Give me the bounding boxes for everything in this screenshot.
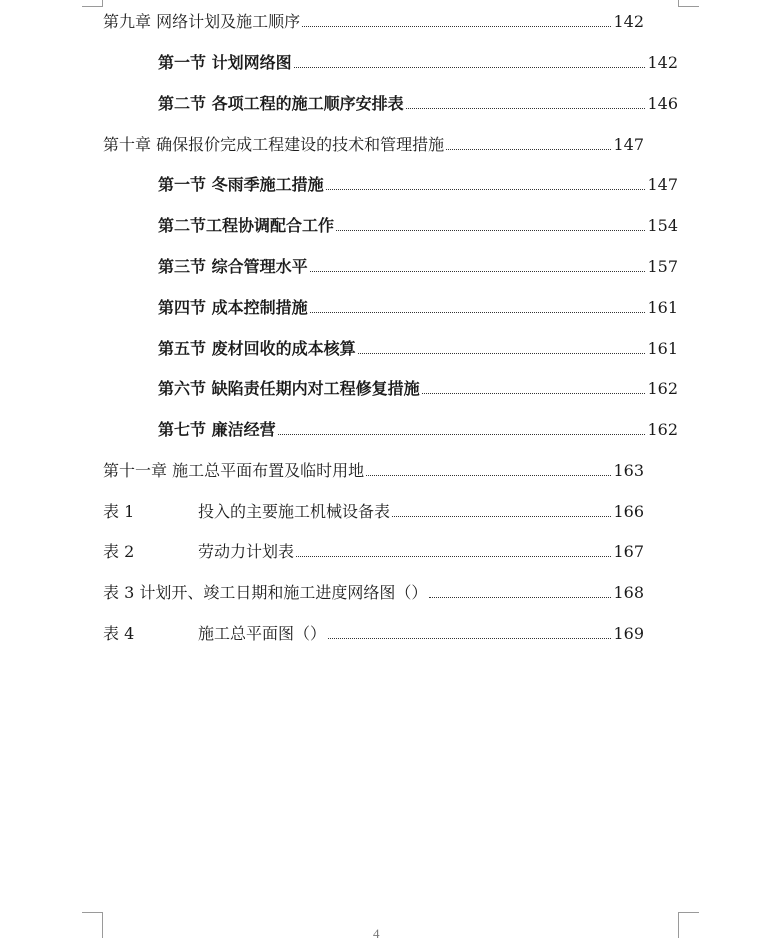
- dot-leader: [310, 271, 646, 272]
- dot-leader: [392, 516, 611, 517]
- dot-leader: [302, 26, 611, 27]
- dot-leader: [358, 353, 646, 354]
- toc-entry-chapter-11[interactable]: 第十一章 施工总平面布置及临时用地 163: [103, 461, 644, 480]
- dot-leader: [422, 393, 646, 394]
- toc-entry-chapter-10[interactable]: 第十章 确保报价完成工程建设的技术和管理措施 147: [103, 135, 644, 154]
- crop-mark-bottom-right: [678, 912, 699, 938]
- dot-leader: [296, 556, 611, 557]
- page-number: 4: [373, 926, 380, 941]
- dot-leader: [328, 638, 611, 639]
- toc-entry-section[interactable]: 第二节 各项工程的施工顺序安排表 146: [158, 94, 678, 113]
- dot-leader: [336, 230, 645, 231]
- toc-entry-section[interactable]: 第五节 废材回收的成本核算 161: [158, 339, 678, 358]
- toc-entry-table-1[interactable]: 表 1 投入的主要施工机械设备表 166: [103, 502, 644, 521]
- toc-entry-table-2[interactable]: 表 2 劳动力计划表 167: [103, 542, 644, 561]
- dot-leader: [278, 434, 646, 435]
- toc-entry-section[interactable]: 第一节 计划网络图 142: [158, 53, 678, 72]
- toc-entry-section[interactable]: 第二节工程协调配合工作 154: [158, 216, 678, 235]
- dot-leader: [294, 67, 646, 68]
- crop-mark-top-right: [678, 0, 699, 7]
- dot-leader: [406, 108, 646, 109]
- toc-entry-section[interactable]: 第七节 廉洁经营 162: [158, 420, 678, 439]
- dot-leader: [446, 149, 611, 150]
- toc-entry-section[interactable]: 第三节 综合管理水平 157: [158, 257, 678, 276]
- toc-entry-table-4[interactable]: 表 4 施工总平面图（） 169: [103, 624, 644, 643]
- dot-leader: [310, 312, 646, 313]
- toc-entry-table-3[interactable]: 表 3 计划开、竣工日期和施工进度网络图（） 168: [103, 583, 644, 602]
- toc-entry-section[interactable]: 第四节 成本控制措施 161: [158, 298, 678, 317]
- toc-entry-section[interactable]: 第六节 缺陷责任期内对工程修复措施 162: [158, 379, 678, 398]
- dot-leader: [326, 189, 646, 190]
- toc-entry-section[interactable]: 第一节 冬雨季施工措施 147: [158, 175, 678, 194]
- dot-leader: [429, 597, 611, 598]
- crop-mark-bottom-left: [82, 912, 103, 938]
- toc-entry-chapter-9[interactable]: 第九章 网络计划及施工顺序 142: [103, 12, 644, 31]
- crop-mark-top-left: [82, 0, 103, 7]
- dot-leader: [366, 475, 611, 476]
